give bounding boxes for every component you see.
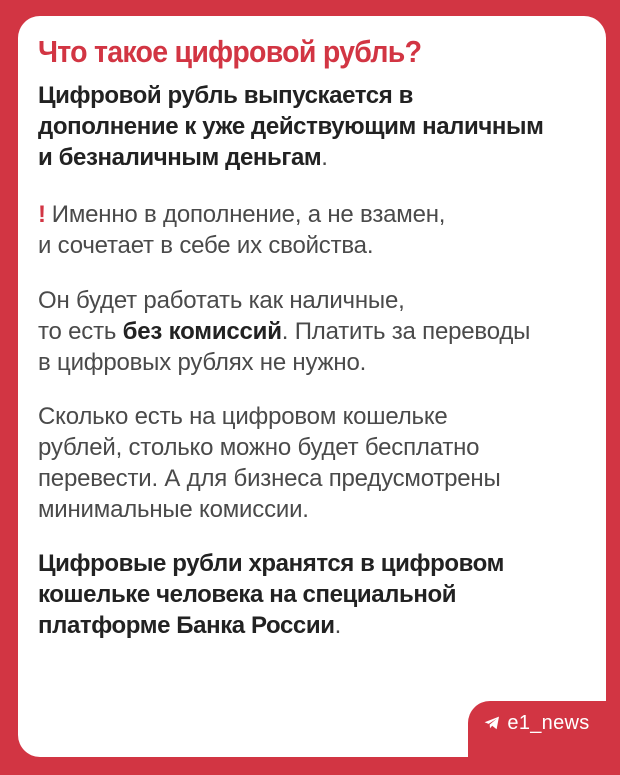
commission-paragraph: [38, 285, 530, 378]
telegram-plane-icon: [484, 716, 500, 730]
commission-line-3: в цифровых рублях не нужно.: [38, 349, 367, 376]
commission-line-2-end: . Платить за переводы: [281, 318, 531, 345]
storage-line-3: платформе Банка России: [38, 612, 335, 639]
storage-line-2: кошельке человека на специальной: [38, 581, 457, 608]
wallet-line-2: рублей, столько можно будет бесплатно: [38, 434, 480, 461]
commission-highlight: без комиссий: [122, 318, 282, 345]
wallet-line-4: минимальные комиссии.: [38, 496, 309, 523]
channel-badge-content: [484, 712, 589, 735]
channel-badge[interactable]: [468, 701, 606, 757]
commission-line-1: Он будет работать как наличные,: [38, 287, 405, 314]
note-paragraph: [38, 199, 445, 261]
storage-line-3-end: .: [334, 612, 341, 639]
storage-paragraph: [38, 548, 504, 641]
wallet-line-1: Сколько есть на цифровом кошельке: [38, 403, 448, 430]
intro-line-3-end: .: [321, 144, 328, 171]
commission-line-2-start: то есть: [38, 318, 123, 345]
page-title: Что такое цифровой рубль?: [38, 34, 422, 69]
exclamation-icon: !: [38, 201, 46, 228]
content-card: [18, 16, 606, 757]
intro-paragraph: [38, 80, 543, 173]
note-line-2: и сочетает в себе их свойства.: [38, 232, 374, 259]
wallet-line-3: перевести. А для бизнеса предусмотрены: [38, 465, 501, 492]
intro-line-1: Цифровой рубль выпускается в: [38, 82, 413, 109]
storage-line-1: Цифровые рубли хранятся в цифровом: [38, 550, 504, 577]
note-line-1: Именно в дополнение, а не взамен,: [51, 201, 446, 228]
channel-handle: e1_news: [507, 711, 590, 734]
intro-line-2: дополнение к уже действующим наличным: [38, 113, 544, 140]
wallet-paragraph: [38, 401, 501, 525]
intro-line-3: и безналичным деньгам: [38, 144, 322, 171]
